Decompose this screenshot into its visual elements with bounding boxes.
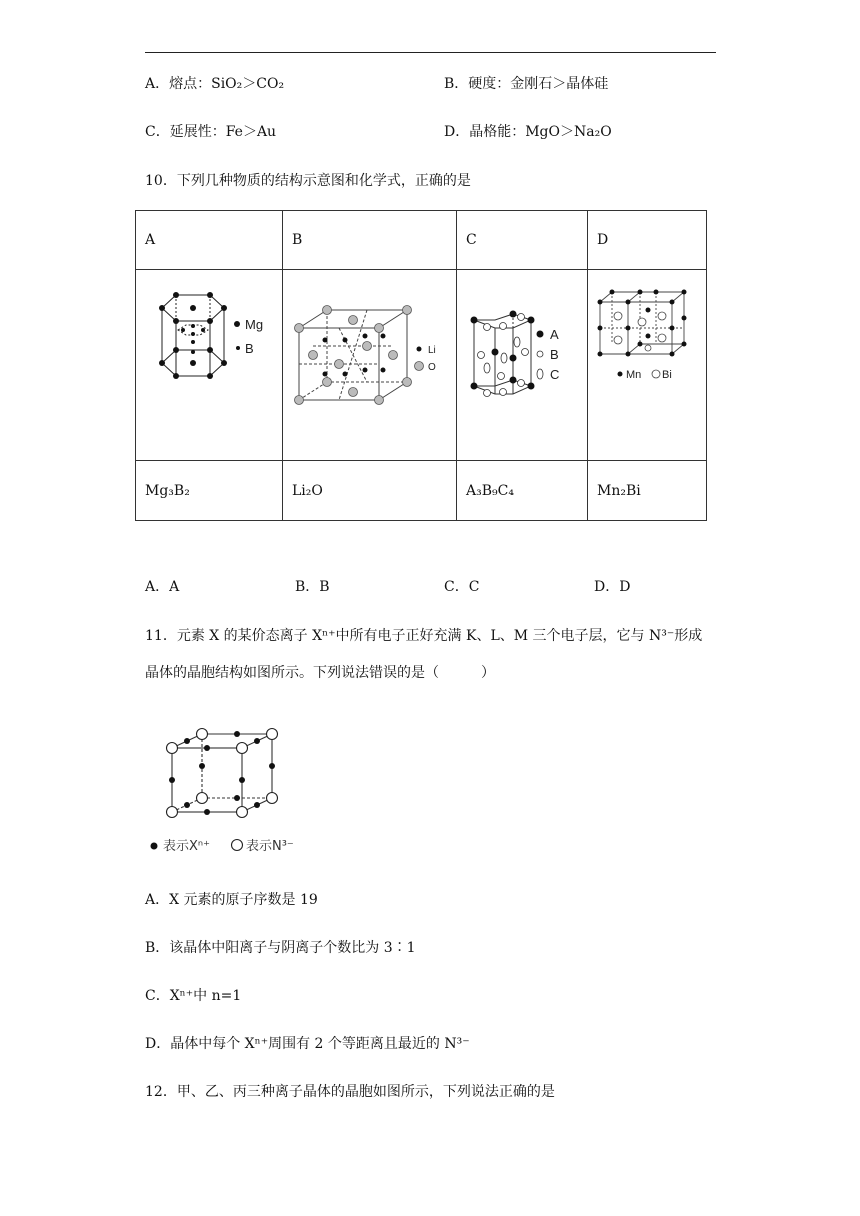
legend-label-mn: Mn: [626, 369, 642, 381]
q10-header-b: B: [283, 211, 457, 270]
legend-label-b2: B: [550, 347, 559, 362]
q9-option-b: B．硬度：金刚石＞晶体硅: [444, 76, 609, 92]
q10-diagram-c-cell: [457, 270, 588, 461]
q11-stem-line2: 晶体的晶胞结构如图所示。下列说法错误的是（ ）: [145, 665, 495, 681]
legend-label-o: O: [428, 362, 436, 373]
legend-label-x-ion: 表示Xⁿ⁺: [163, 839, 210, 854]
q10-formula-c: A₃B₉C₄: [457, 461, 588, 521]
q11-stem-line1: 11．元素 X 的某价态离子 Xⁿ⁺中所有电子正好充满 K、L、M 三个电子层，它与 N³⁻形成: [145, 628, 703, 644]
q10-formula-d: Mn₂Bi: [588, 461, 707, 521]
q10-header-a: A: [136, 211, 283, 270]
q10-option-d: D．D: [594, 579, 631, 595]
legend-label-li: Li: [428, 345, 436, 356]
q10-option-c: C．C: [444, 579, 480, 595]
q10-diagram-b-cell: [283, 270, 457, 461]
q11-option-c: C．Xⁿ⁺中 n=1: [145, 988, 242, 1004]
q10-option-a: A．A: [145, 579, 180, 595]
q11-option-b: B．该晶体中阳离子与阴离子个数比为 3∶1: [145, 940, 416, 956]
q10-header-d: D: [588, 211, 707, 270]
q10-formula-b: Li₂O: [283, 461, 457, 521]
legend-label-bi: Bi: [662, 369, 672, 381]
q9-option-d: D．晶格能：MgO＞Na₂O: [444, 124, 612, 140]
q11-unit-cell-diagram: [140, 722, 320, 858]
a3b9c4-structure-diagram: [457, 270, 587, 456]
q10-option-b: B．B: [295, 579, 330, 595]
q10-header-c: C: [457, 211, 588, 270]
q12-stem: 12．甲、乙、丙三种离子晶体的晶胞如图所示，下列说法正确的是: [145, 1084, 555, 1100]
li2o-structure-diagram: [283, 270, 456, 456]
legend-label-b: B: [245, 341, 254, 356]
legend-label-mg: Mg: [245, 317, 264, 332]
q9-option-c: C．延展性：Fe＞Au: [145, 124, 277, 140]
legend-label-n-ion: 表示N³⁻: [246, 839, 294, 854]
top-rule: [145, 52, 716, 53]
q10-formula-a: Mg₃B₂: [136, 461, 283, 521]
q10-diagram-a-cell: [136, 270, 283, 461]
q11-option-a: A．X 元素的原子序数是 19: [145, 892, 318, 908]
legend-label-a: A: [550, 327, 559, 342]
mn2bi-structure-diagram: [588, 270, 706, 456]
q10-table: [135, 210, 707, 521]
q10-diagram-d-cell: [588, 270, 707, 461]
legend-label-c: C: [550, 367, 560, 382]
q11-option-d: D．晶体中每个 Xⁿ⁺周围有 2 个等距离且最近的 N³⁻: [145, 1036, 470, 1052]
q9-option-a: A．熔点：SiO₂＞CO₂: [145, 76, 285, 92]
q10-stem: 10．下列几种物质的结构示意图和化学式，正确的是: [145, 173, 471, 189]
mg-b-structure-diagram: [136, 270, 282, 456]
